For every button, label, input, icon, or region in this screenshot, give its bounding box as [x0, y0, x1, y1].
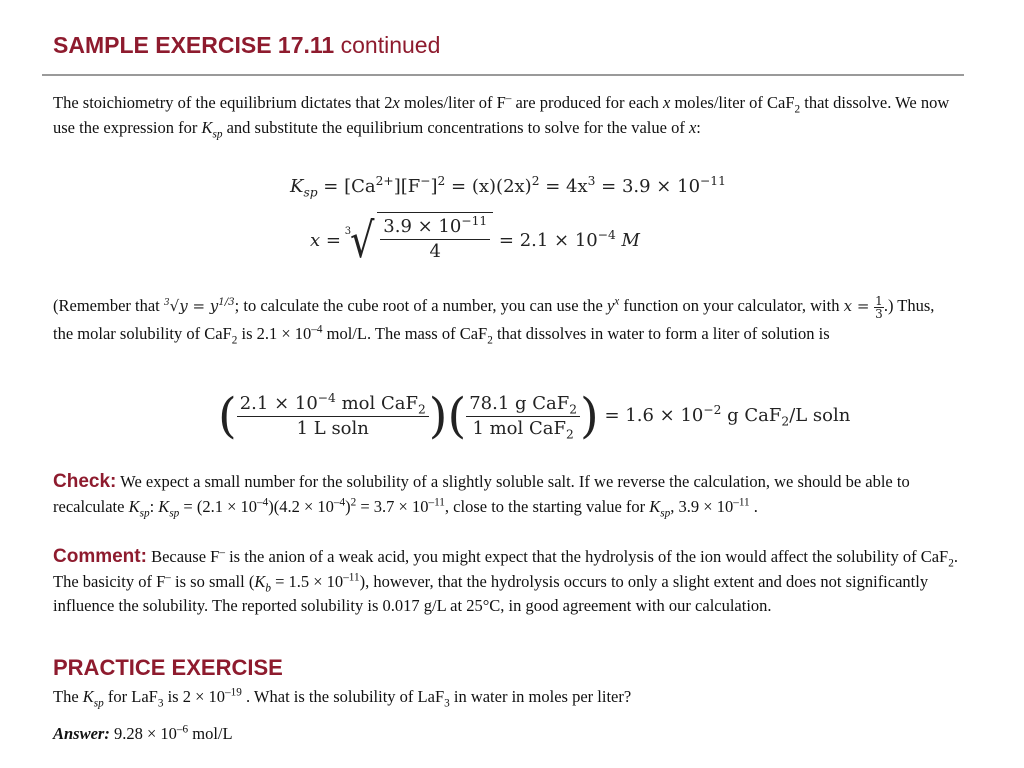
equation-x-root: x = 3 √ $\frac{3.9 \times 10^{-11}}{4}$ = $2.1 \times 10^{-4}$ M — [310, 213, 640, 269]
paragraph-stoichiometry: The stoichiometry of the equilibrium dictates that 2x moles/liter of F– are produced for each x moles/liter of CaF$_2$ that dissolve. We now use the expression for $K_{sp}$ and substitute the equilibrium concentrations to solve for the value of x: — [53, 92, 950, 140]
paragraph-check: Check: We expect a small number for the solubility of a slightly soluble salt. If we reverse the calculation, we should be able to recalculate $K_{sp}$: $K_{sp} = (2.1 \times 10^{-4})(4.2 \times 10^{-4})^2 = 3.7 \times 10^{-11}$, close to the starting value for $K_{sp}$, $3.9 \times 10^{-11}$ . — [53, 471, 910, 519]
title-bold: SAMPLE EXERCISE 17.11 — [53, 32, 335, 58]
title-divider — [42, 74, 964, 76]
inline-x-eq: x = $\frac{1}{3}$ — [843, 293, 883, 321]
title-continued: continued — [340, 32, 441, 58]
answer-label: Answer: — [53, 724, 110, 743]
practice-question: The $K_{sp}$ for LaF$_3$ is $2 \times 10^{-19}$ . What is the solubility of LaF$_3$ in water in moles per liter? — [53, 686, 632, 710]
page-title — [53, 32, 440, 59]
practice-answer: Answer: $9.28 \times 10^{-6}$ mol/L — [53, 723, 233, 743]
check-label: Check: — [53, 471, 117, 492]
comment-label: Comment: — [53, 546, 147, 567]
equation-mass: ( $\frac{2.1 \times 10^{-4} mol CaF_2}{\text{1 L soln}}$ )( $\frac{78.1 g CaF_2}{1 mol CaF_2}$ ) = $1.6 \times 10^{-2}$ g CaF$_2$/L soln — [218, 388, 851, 444]
inline-cube-root-eq: $^3√y = y^{1/3}$ — [163, 297, 235, 315]
equation-ksp: $K_{sp} = [Ca^{2+}][F^-]^2 = (x)(2x)^2 = 4x^3 = 3.9 \times 10^{-11}$ — [290, 174, 726, 200]
paragraph-comment: Comment: Because F– is the anion of a weak acid, you might expect that the hydrolysis of the ion would affect the solubility of CaF$_2$. The basicity of F– is so small $(K_b = 1.5 \times 10^{-11})$, however, that the hydrolysis occurs to only a slight extent and does not significantly influence the solubility. The reported solubility is 0.017 g/L at 25°C, in good agreement with our calculation. — [53, 546, 958, 615]
practice-exercise-title: PRACTICE EXERCISE — [53, 655, 283, 680]
cube-root: 3 √ $\frac{3.9 \times 10^{-11}}{4}$ — [347, 212, 493, 270]
paragraph-remember: (Remember that $^3√y = y^{1/3}$; to calculate the cube root of a number, you can use the $y^x$ function on your calculator, with x = $\frac{1}{3}$ .) Thus, the molar solubility of CaF$_2$ is $2.1 \times 10^{-4}$ mol/L. The mass of CaF$_2$ that dissolves in water to form a liter of solution is — [53, 293, 935, 347]
